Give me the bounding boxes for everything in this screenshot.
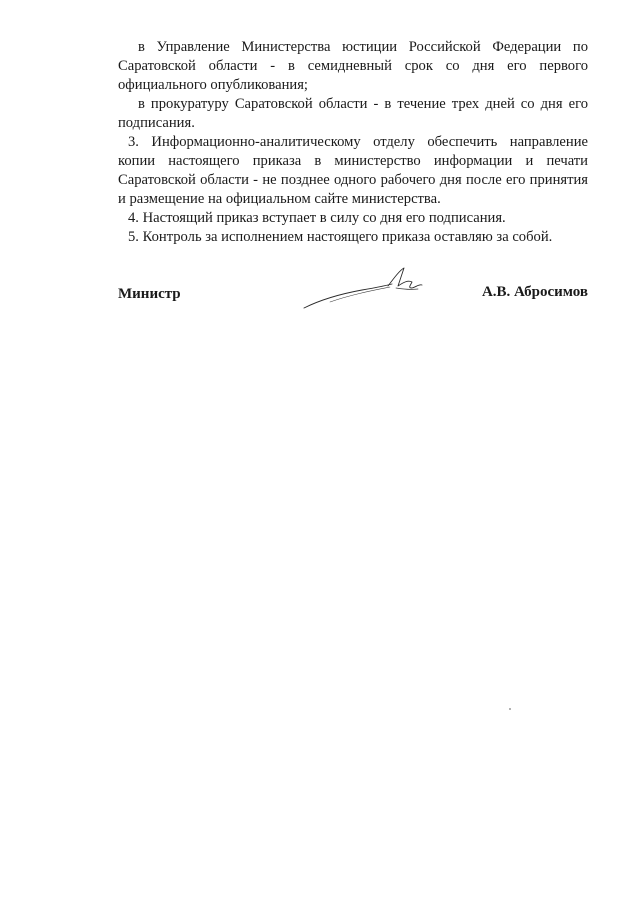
- signatory-position: Министр: [118, 286, 181, 302]
- paragraph-item-5: 5. Контроль за исполнением настоящего приказа оставляю за собой.: [128, 229, 553, 245]
- paragraph-ministry-of-justice: в Управление Министерства юстиции Российской Федерации по Саратовской области - в семидневный срок со дня его первого официального опубликования;: [118, 39, 588, 93]
- signatory-name: А.В. Абросимов: [481, 284, 588, 300]
- paragraph-item-4: 4. Настоящий приказ вступает в силу со дня его подписания.: [128, 210, 506, 226]
- handwritten-signature: [300, 262, 430, 312]
- scan-speck: [509, 708, 511, 710]
- paragraph-prosecutor-office: в прокуратуру Саратовской области - в течение трех дней со дня его подписания.: [118, 96, 588, 131]
- paragraph-item-3: 3. Информационно-аналитическому отделу обеспечить направление копии настоящего приказа в министерство информации и печати Саратовской области - не позднее одного рабочего дня после его принятия и размещение на официальном сайте министерства.: [118, 134, 588, 207]
- document-body: [118, 38, 588, 247]
